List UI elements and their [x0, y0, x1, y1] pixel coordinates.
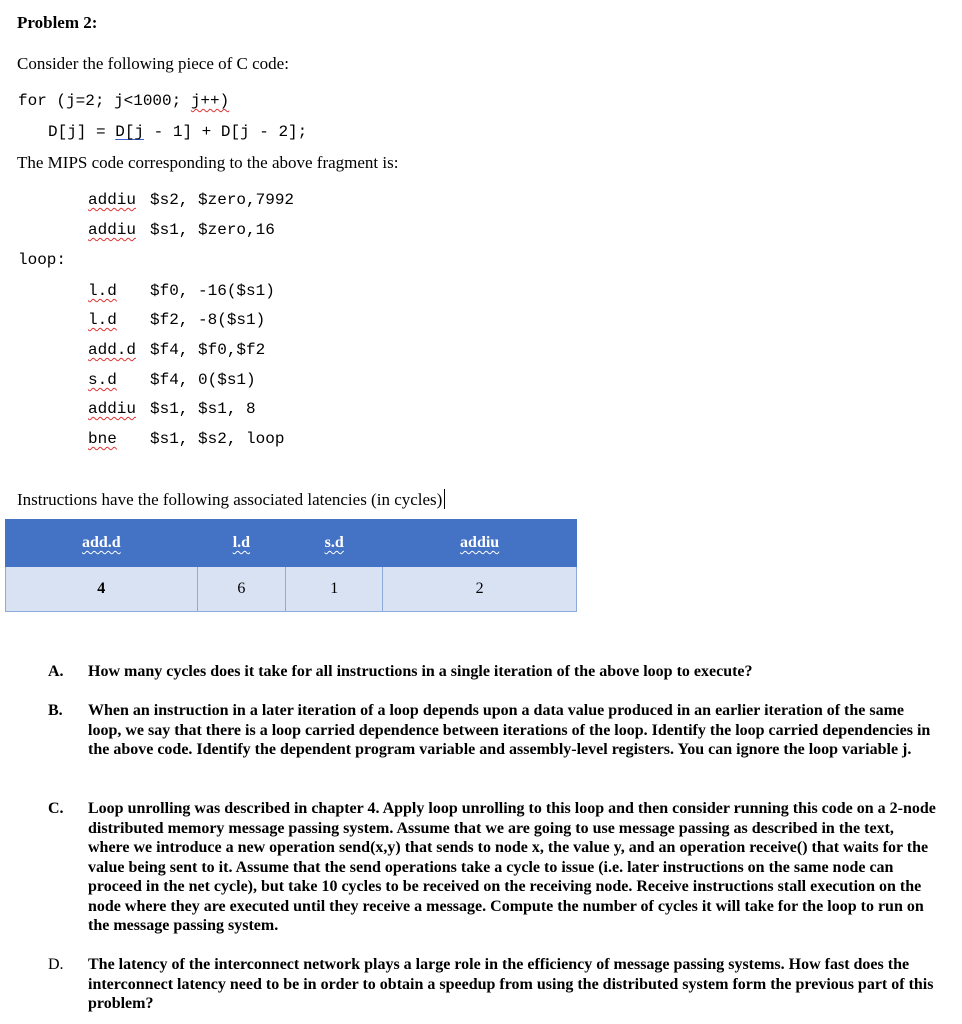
mips-line: [88, 221, 275, 239]
c-code-lhs: D[j] =: [48, 123, 116, 141]
question-text: When an instruction in a later iteration of a loop depends upon a data value produced in an earlier iteration of the same loop, we say that there is a loop carried dependence between iterations of the loop. Identify the loop carried dependencies in the above code. Identify the dependent program variable and assembly-level registers. You can ignore the loop variable j.: [88, 702, 931, 758]
question-d: [48, 955, 938, 1014]
mips-args: $f0, -16($s1): [150, 282, 275, 300]
loop-label: loop:: [18, 251, 67, 269]
mips-line: [88, 191, 294, 209]
mips-line: [88, 371, 256, 389]
latency-header-label: add.d: [81, 534, 121, 551]
problem-title: Problem 2:: [17, 13, 98, 32]
question-c: [48, 799, 938, 936]
question-text: The latency of the interconnect network plays a large role in the efficiency of message passing systems. How fast does the interconnect latency need to be in order to obtain a speedup from using the distributed system form the previous part of this problem?: [88, 956, 934, 1012]
latency-value-cell: 4: [6, 567, 198, 612]
question-letter: D.: [48, 956, 64, 973]
mips-op: addiu: [88, 221, 137, 239]
mips-line: [88, 282, 275, 300]
mips-op: l.d: [88, 282, 117, 300]
latency-intro-label: Instructions have the following associated latencies (in cycles): [17, 490, 443, 509]
latency-intro-text: [17, 489, 445, 510]
mips-line: [88, 311, 265, 329]
latency-value-cell: 1: [286, 567, 383, 612]
question-letter: C.: [48, 800, 64, 817]
c-code-rhs-rest: - 1] + D[j - 2];: [144, 123, 308, 141]
latency-table-value-row: [6, 567, 577, 612]
mips-args: $f4, 0($s1): [150, 371, 256, 389]
c-code-line-1: [18, 92, 229, 110]
mips-args: $f2, -8($s1): [150, 311, 266, 329]
mips-args: $s1, $zero,16: [150, 221, 275, 239]
question-b: [48, 701, 938, 760]
latency-header-label: addiu: [460, 534, 500, 551]
question-a: [48, 662, 938, 682]
latency-header-label: l.d: [232, 534, 251, 551]
mips-op: bne: [88, 430, 117, 448]
question-letter: B.: [48, 702, 63, 719]
latency-header-cell: [197, 520, 286, 567]
latency-header-cell: [383, 520, 577, 567]
mips-op: addiu: [88, 400, 137, 418]
c-code-rhs-array: D[j: [115, 123, 145, 141]
mips-line: [88, 400, 256, 418]
latency-header-cell: [286, 520, 383, 567]
mips-op: l.d: [88, 311, 117, 329]
mips-line: [88, 430, 284, 448]
mips-op: s.d: [88, 371, 117, 389]
mips-op: addiu: [88, 191, 137, 209]
latency-table-header-row: [6, 520, 577, 567]
mips-op: add.d: [88, 341, 137, 359]
mips-args: $f4, $f0,$f2: [150, 341, 266, 359]
question-letter: A.: [48, 663, 64, 680]
question-text: How many cycles does it take for all instructions in a single iteration of the above loop to execute?: [88, 663, 753, 680]
mips-args: $s1, $s1, 8: [150, 400, 256, 418]
c-code-for: for (j=2; j<1000;: [18, 92, 191, 110]
question-text: Loop unrolling was described in chapter 4. Apply loop unrolling to this loop and then consider running this code on a 2-node distributed memory message passing system. Assume that we are going to use message passing as described in the text, where we introduce a new operation send(x,y) that sends to node x, the value y, and an operation receive() that waits for the value being sent to it. Assume that the send operations take a cycle to issue (i.e. later instructions on the same node can proceed in the net cycle), but take 10 cycles to be received on the receiving node. Receive instructions stall execution on the node where they are executed until they receive a message. Compute the number of cycles it will take for the loop to run on the message passing system.: [88, 800, 936, 934]
latency-value-cell: 2: [383, 567, 577, 612]
c-code-increment: j++): [190, 92, 230, 110]
latency-header-cell: [6, 520, 198, 567]
mips-args: $s1, $s2, loop: [150, 430, 285, 448]
intro-text: Consider the following piece of C code:: [17, 54, 289, 73]
mips-args: $s2, $zero,7992: [150, 191, 295, 209]
latency-header-label: s.d: [324, 534, 344, 551]
latency-value-cell: 6: [197, 567, 286, 612]
latency-table: [5, 519, 577, 612]
c-code-line-2: [48, 123, 307, 141]
text-cursor: [444, 489, 445, 509]
mips-line: [88, 341, 265, 359]
mips-intro-text: The MIPS code corresponding to the above fragment is:: [17, 153, 399, 172]
